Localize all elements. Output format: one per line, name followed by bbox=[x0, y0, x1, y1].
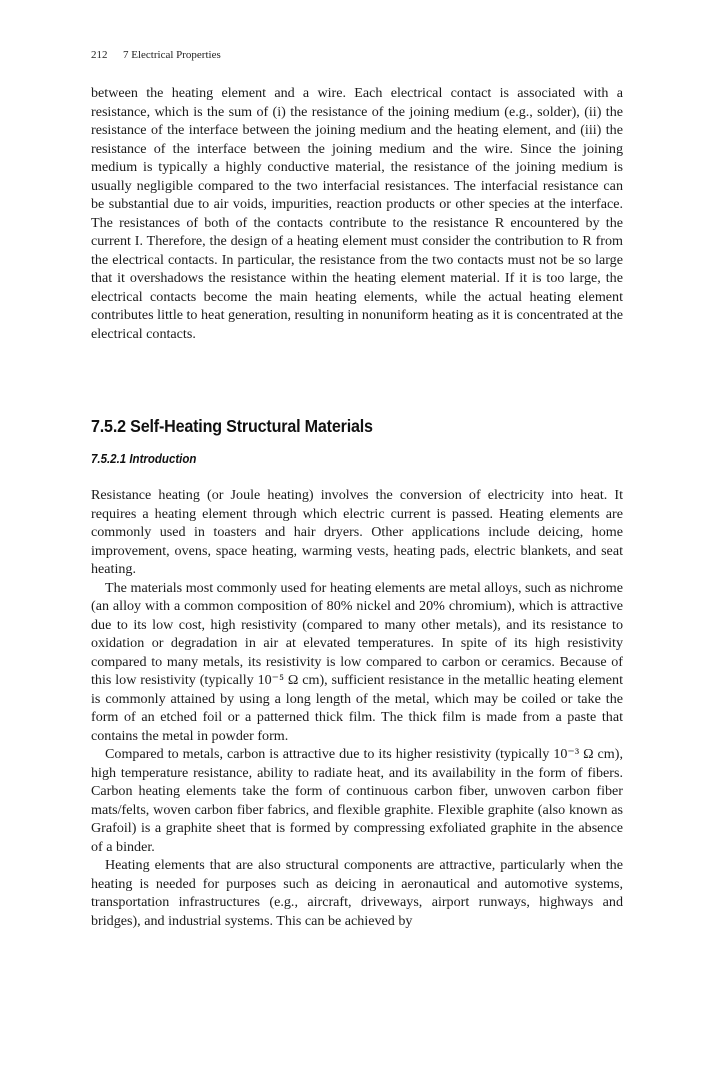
chapter-title: 7 Electrical Properties bbox=[123, 49, 221, 61]
subsection-heading: 7.5.2.1 Introduction bbox=[91, 452, 197, 466]
paragraph: Heating elements that are also structural components are attractive, particularly when the heating is needed for purposes such as deicing in aeronautical and automotive systems, transportation infrastructures (e.g., aircraft, driveways, airport runways, highways and bridges), and industrial systems. This can be achieved by bbox=[91, 857, 623, 929]
paragraph: Resistance heating (or Joule heating) involves the conversion of electricity into heat. It requires a heating element through which electric current is passed. Heating elements are commonly used in toasters and hair dryers. Other applications include deicing, home improvement, ovens, space heating, warming vests, heating pads, electric blankets, and seat heating. bbox=[91, 487, 623, 577]
intro-text-block bbox=[91, 84, 623, 343]
running-head bbox=[91, 49, 221, 61]
paragraph: The materials most commonly used for heating elements are metal alloys, such as nichrome (an alloy with a common composition of 80% nickel and 20% chromium), which is attractive due to its low cost, high resistivity (compared to many other metals), and its resistance to oxidation or degradation in air at elevated temperatures. In spite of its high resistivity compared to many metals, its resistivity is low compared to carbon or ceramics. Because of this low resistivity (typically 10⁻⁵ Ω cm), sufficient resistance in the metallic heating element is commonly attained by using a long length of the metal, which may be coiled or take the form of an etched foil or a patterned thick film. The thick film is made from a paste that contains the metal in powder form. bbox=[91, 579, 623, 744]
paragraph: Compared to metals, carbon is attractive due to its higher resistivity (typically 10⁻³ Ω cm), high temperature resistance, ability to radiate heat, and its availability in the form of fibers. Carbon heating elements take the form of continuous carbon fiber, unwoven carbon fiber mats/felts, woven carbon fiber fabrics, and flexible graphite. Flexible graphite (also known as Grafoil) is a graphite sheet that is formed by compressing exfoliated graphite in the absence of a binder. bbox=[91, 746, 623, 855]
section-text-block bbox=[91, 486, 623, 930]
paragraph: between the heating element and a wire. Each electrical contact is associated with a resistance, which is the sum of (i) the resistance of the joining medium (e.g., solder), (ii) the resistance of the interface between the joining medium and the heating element, and (iii) the resistance of the interface between the joining medium and the wire. Since the joining medium is typically a highly conductive material, the resistance of the joining medium is usually negligible compared to the two interfacial resistances. The interfacial resistance can be substantial due to air voids, impurities, reaction products or other species at the interface. The resistances of both of the contacts contribute to the resistance R encountered by the current I. Therefore, the design of a heating element must consider the contribution to R from the electrical contacts. In particular, the resistance from the two contacts must not be so large that it overshadows the resistance within the heating element material. If it is too large, the electrical contacts become the main heating elements, while the actual heating element contributes little to heat generation, resulting in nonuniform heating as it is concentrated at the electrical contacts. bbox=[91, 85, 623, 342]
page-number: 212 bbox=[91, 49, 108, 61]
section-heading: 7.5.2 Self-Heating Structural Materials bbox=[91, 416, 373, 436]
